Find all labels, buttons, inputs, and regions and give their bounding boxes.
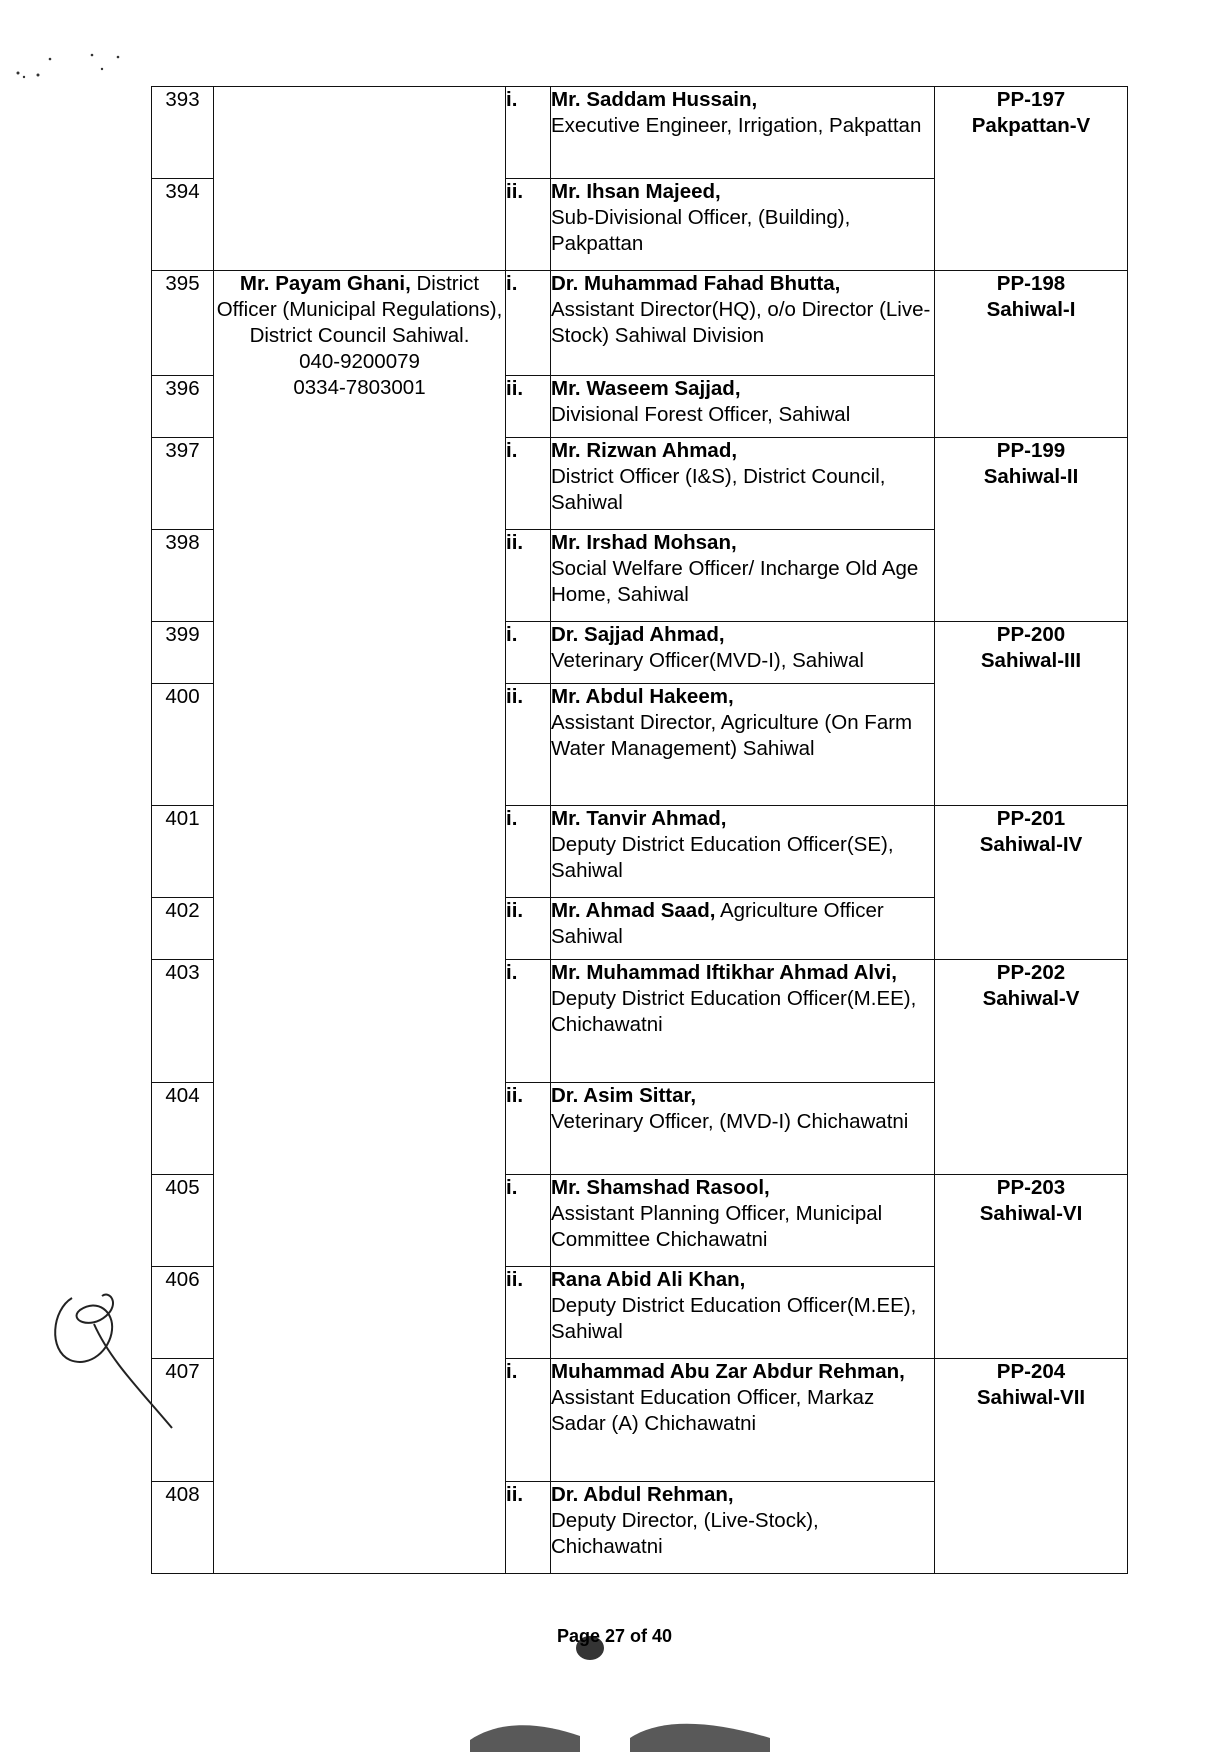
officer-name: Dr. Sajjad Ahmad, xyxy=(551,623,725,646)
serial-number: 394 xyxy=(152,179,214,271)
table-row xyxy=(152,271,1128,376)
officer-details xyxy=(551,438,935,530)
officer-details xyxy=(551,87,935,179)
officer-title: Executive Engineer, Irrigation, Pakpattan xyxy=(551,114,922,137)
constituency-code: PP-198 xyxy=(996,272,1066,295)
officer-title: Assistant Director(HQ), o/o Director (Live-Stock) Sahiwal Division xyxy=(551,298,931,347)
officer-title: Assistant Education Officer, Markaz Sadar (A) Chichawatni xyxy=(551,1386,875,1435)
officer-details xyxy=(551,898,935,960)
scan-specks-icon xyxy=(10,45,130,95)
officer-title: Assistant Planning Officer, Municipal Committee Chichawatni xyxy=(551,1202,883,1251)
serial-number: 403 xyxy=(152,960,214,1083)
constituency-code: PP-204 xyxy=(996,1360,1066,1383)
officer-name: Mr. Waseem Sajjad, xyxy=(551,377,741,400)
serial-number: 405 xyxy=(152,1175,214,1267)
officer-title: Divisional Forest Officer, Sahiwal xyxy=(551,403,851,426)
officer-name: Rana Abid Ali Khan, xyxy=(551,1268,746,1291)
serial-number: 401 xyxy=(152,806,214,898)
officer-details xyxy=(551,1482,935,1574)
officer-name: Mr. Abdul Hakeem, xyxy=(551,685,734,708)
officer-name: Muhammad Abu Zar Abdur Rehman, xyxy=(551,1360,905,1383)
returning-officer-designation: District Officer (Municipal Regulations), District Council Sahiwal. xyxy=(216,272,503,347)
roman-numeral: ii. xyxy=(506,530,551,622)
table-row xyxy=(152,87,1128,179)
stamp-smudge-icon xyxy=(460,1700,800,1752)
roman-numeral: i. xyxy=(506,806,551,898)
constituency-cell xyxy=(935,960,1128,1175)
officer-name: Mr. Ihsan Majeed, xyxy=(551,180,721,203)
officer-details xyxy=(551,1359,935,1482)
officer-title: Deputy Director, (Live-Stock), Chichawatni xyxy=(551,1509,819,1558)
constituency-cell xyxy=(935,806,1128,960)
roman-numeral: ii. xyxy=(506,376,551,438)
officer-name: Mr. Irshad Mohsan, xyxy=(551,531,737,554)
officer-details xyxy=(551,179,935,271)
serial-number: 398 xyxy=(152,530,214,622)
serial-number: 395 xyxy=(152,271,214,376)
serial-number: 406 xyxy=(152,1267,214,1359)
officer-name: Mr. Rizwan Ahmad, xyxy=(551,439,738,462)
returning-officer-cell-empty xyxy=(214,87,506,271)
officer-name: Mr. Tanvir Ahmad, xyxy=(551,807,727,830)
roman-numeral: ii. xyxy=(506,179,551,271)
officer-name: Mr. Shamshad Rasool, xyxy=(551,1176,770,1199)
roman-numeral: i. xyxy=(506,960,551,1083)
constituency-name: Sahiwal-VI xyxy=(979,1202,1083,1225)
serial-number: 397 xyxy=(152,438,214,530)
constituency-code: PP-199 xyxy=(996,439,1066,462)
officer-details xyxy=(551,684,935,806)
officer-name: Dr. Abdul Rehman, xyxy=(551,1483,734,1506)
returning-officer-name: Mr. Payam Ghani, xyxy=(239,272,411,295)
officer-details xyxy=(551,376,935,438)
serial-number: 393 xyxy=(152,87,214,179)
officer-title: Social Welfare Officer/ Incharge Old Age Home, Sahiwal xyxy=(551,557,919,606)
officer-details xyxy=(551,271,935,376)
officer-name: Dr. Muhammad Fahad Bhutta, xyxy=(551,272,841,295)
officer-title: Veterinary Officer(MVD-I), Sahiwal xyxy=(551,649,864,672)
serial-number: 402 xyxy=(152,898,214,960)
serial-number: 407 xyxy=(152,1359,214,1482)
officer-title: Deputy District Education Officer(M.EE), Chichawatni xyxy=(551,987,917,1036)
constituency-code: PP-197 xyxy=(996,88,1066,111)
serial-number: 404 xyxy=(152,1083,214,1175)
officer-details xyxy=(551,530,935,622)
officer-name: Mr. Saddam Hussain, xyxy=(551,88,758,111)
officer-name: Mr. Muhammad Iftikhar Ahmad Alvi, xyxy=(551,961,897,984)
officer-title: Sub-Divisional Officer, (Building), Pakpattan xyxy=(551,206,851,255)
officer-name: Dr. Asim Sittar, xyxy=(551,1084,697,1107)
constituency-cell xyxy=(935,271,1128,438)
constituency-code: PP-200 xyxy=(996,623,1066,646)
constituency-code: PP-201 xyxy=(996,807,1066,830)
constituency-name: Pakpattan-V xyxy=(971,114,1091,137)
officer-title: District Officer (I&S), District Council, Sahiwal xyxy=(551,465,886,514)
page-footer: Page 27 of 40 xyxy=(556,1626,673,1646)
returning-officer-mobile: 0334-7803001 xyxy=(293,376,426,399)
signature-mark xyxy=(50,1290,190,1440)
constituency-name: Sahiwal-VII xyxy=(976,1386,1086,1409)
officer-details xyxy=(551,1083,935,1175)
roman-numeral: ii. xyxy=(506,1267,551,1359)
returning-officer-cell xyxy=(214,271,506,1574)
serial-number: 399 xyxy=(152,622,214,684)
roman-numeral: ii. xyxy=(506,1482,551,1574)
roman-numeral: i. xyxy=(506,438,551,530)
roman-numeral: i. xyxy=(506,1175,551,1267)
officer-details xyxy=(551,806,935,898)
officer-title: Agriculture Officer Sahiwal xyxy=(551,899,884,948)
officer-details xyxy=(551,622,935,684)
officer-name: Mr. Ahmad Saad, xyxy=(551,899,716,922)
officer-details xyxy=(551,1267,935,1359)
constituency-name: Sahiwal-II xyxy=(983,465,1079,488)
roman-numeral: ii. xyxy=(506,684,551,806)
roman-numeral: i. xyxy=(506,87,551,179)
officer-title: Veterinary Officer, (MVD-I) Chichawatni xyxy=(551,1110,909,1133)
roman-numeral: i. xyxy=(506,622,551,684)
roman-numeral: ii. xyxy=(506,1083,551,1175)
serial-number: 396 xyxy=(152,376,214,438)
officers-table xyxy=(151,86,1128,1574)
returning-officer-phone: 040-9200079 xyxy=(299,350,420,373)
serial-number: 408 xyxy=(152,1482,214,1574)
officer-title: Assistant Director, Agriculture (On Farm Water Management) Sahiwal xyxy=(551,711,913,760)
constituency-cell xyxy=(935,1175,1128,1359)
constituency-cell xyxy=(935,87,1128,271)
constituency-code: PP-202 xyxy=(996,961,1066,984)
officer-details xyxy=(551,1175,935,1267)
constituency-name: Sahiwal-III xyxy=(980,649,1082,672)
constituency-cell xyxy=(935,622,1128,806)
constituency-name: Sahiwal-IV xyxy=(979,833,1083,856)
roman-numeral: i. xyxy=(506,271,551,376)
constituency-cell xyxy=(935,1359,1128,1574)
officer-details xyxy=(551,960,935,1083)
roman-numeral: i. xyxy=(506,1359,551,1482)
roman-numeral: ii. xyxy=(506,898,551,960)
officer-title: Deputy District Education Officer(SE), Sahiwal xyxy=(551,833,894,882)
constituency-code: PP-203 xyxy=(996,1176,1066,1199)
serial-number: 400 xyxy=(152,684,214,806)
constituency-name: Sahiwal-I xyxy=(986,298,1076,321)
constituency-cell xyxy=(935,438,1128,622)
officer-title: Deputy District Education Officer(M.EE), Sahiwal xyxy=(551,1294,917,1343)
constituency-name: Sahiwal-V xyxy=(982,987,1080,1010)
